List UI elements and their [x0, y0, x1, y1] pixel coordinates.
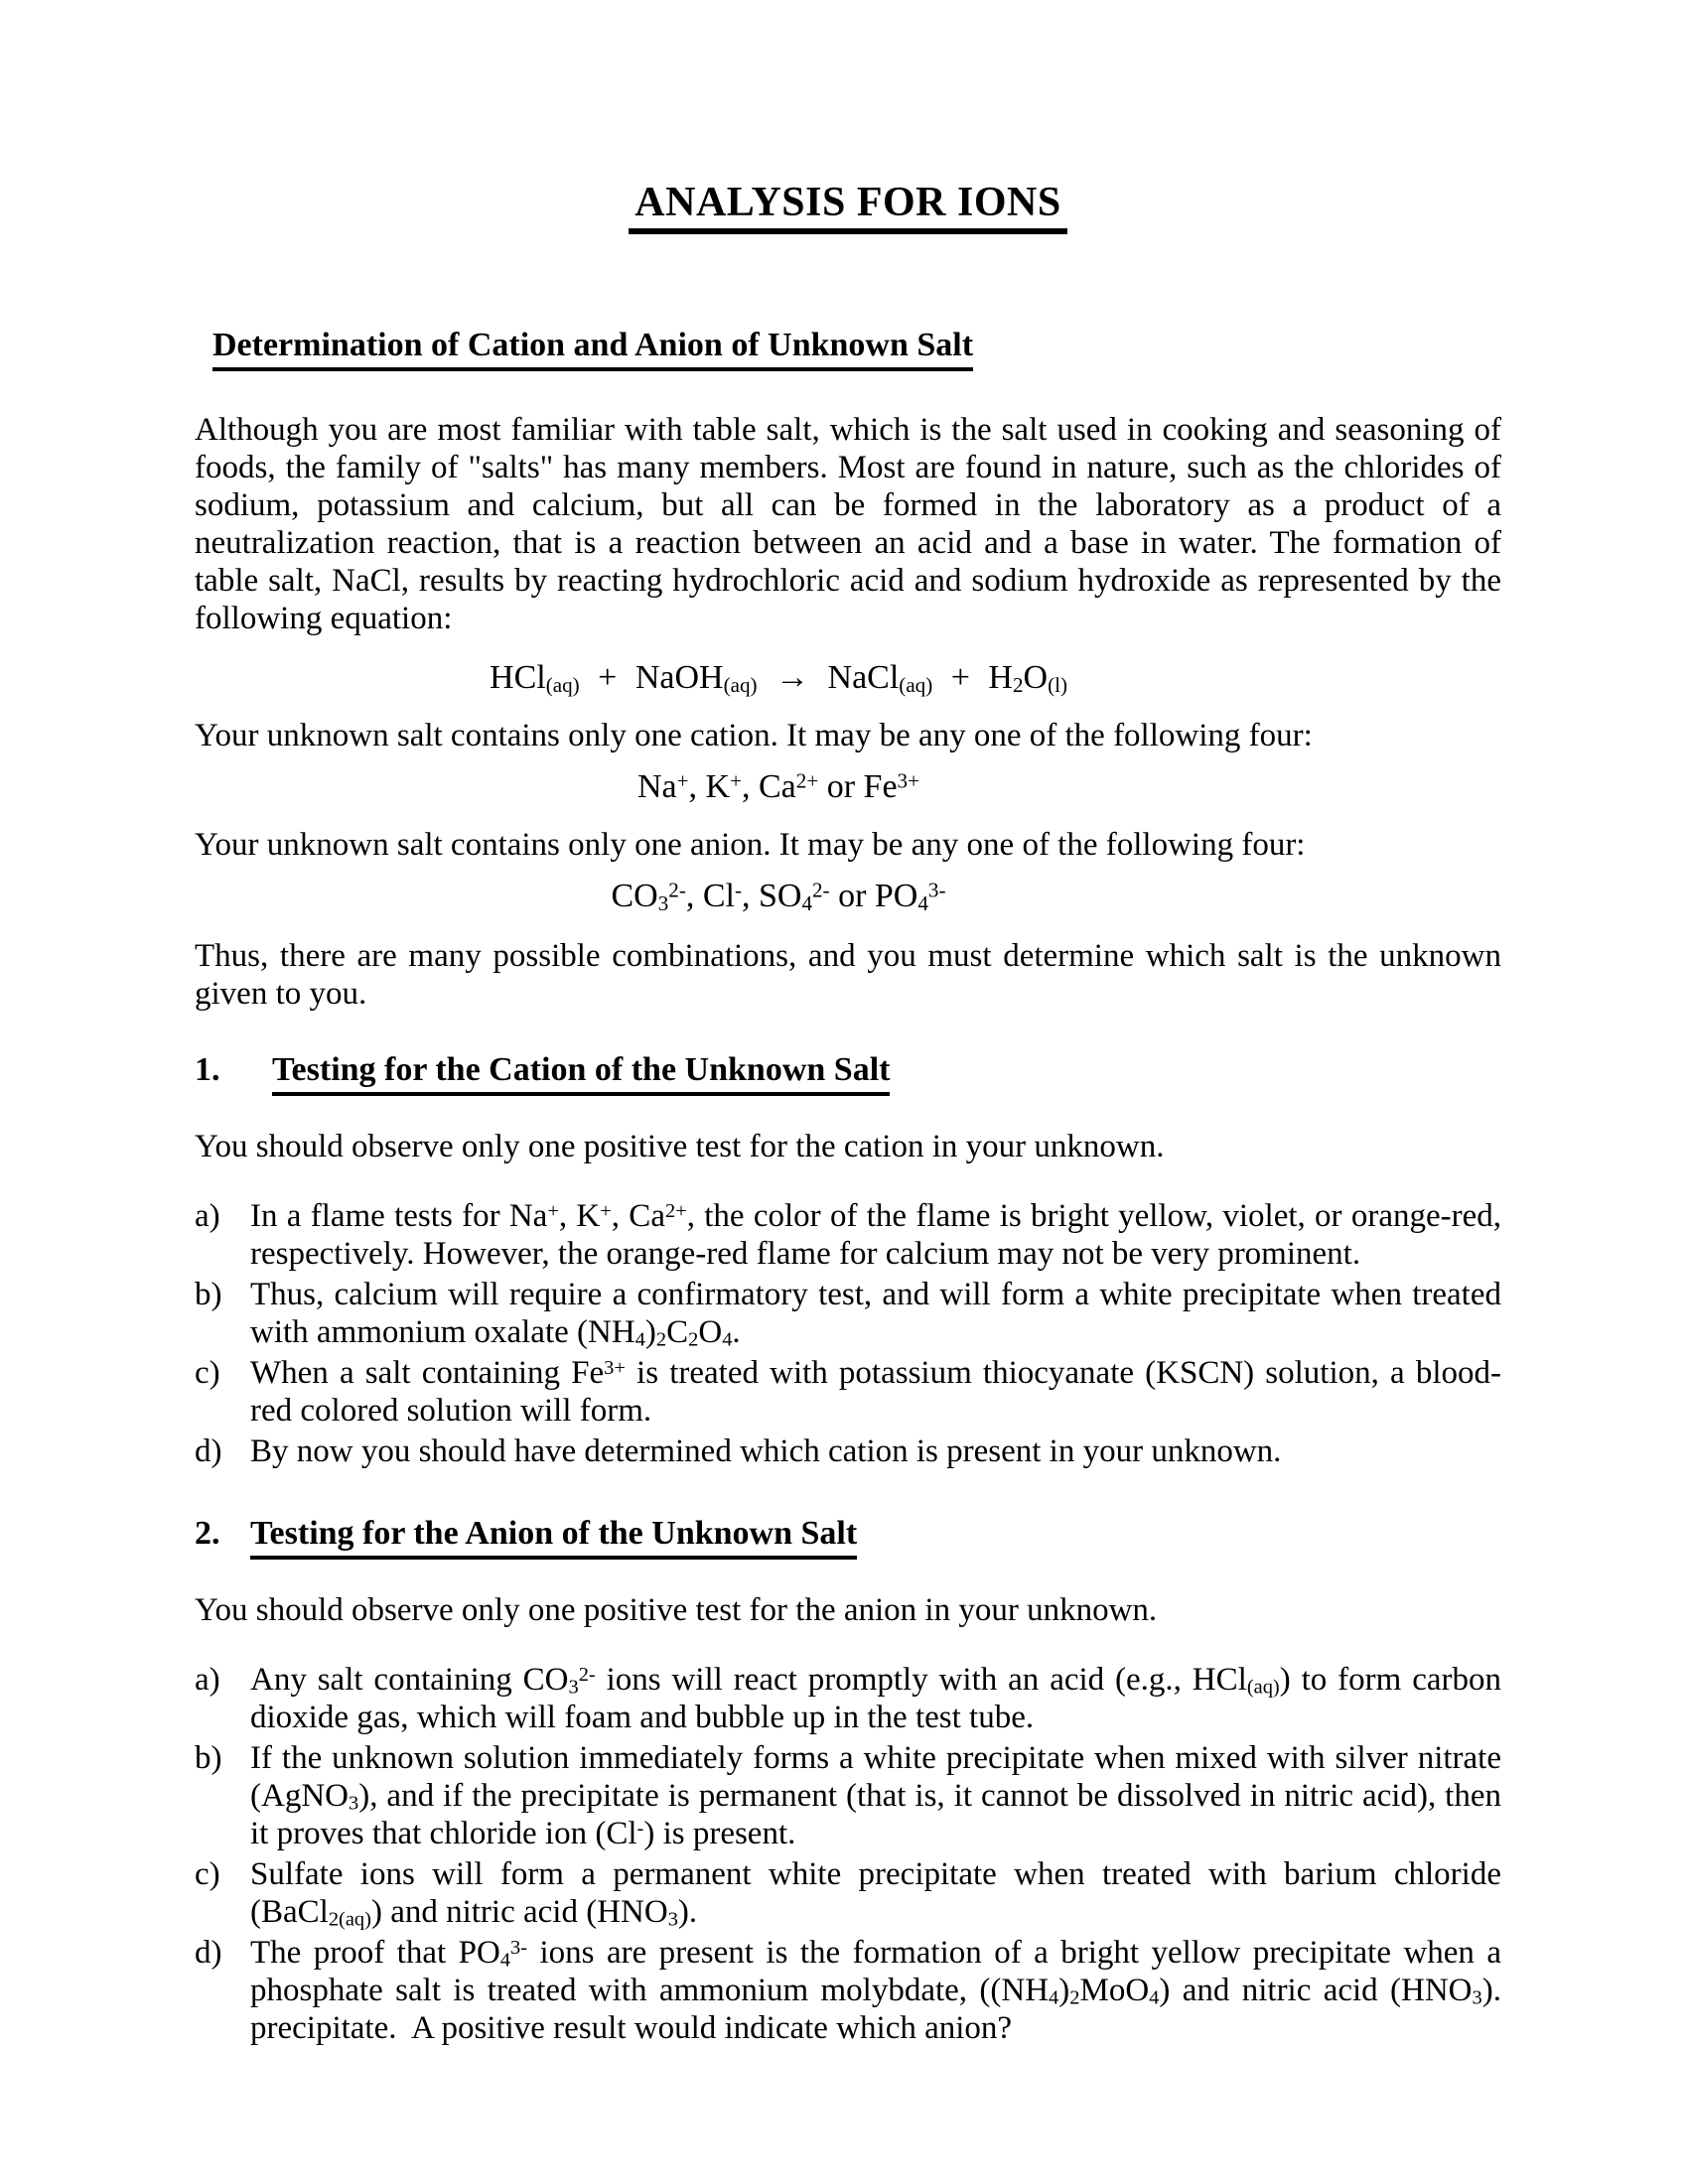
item-label: d) [195, 1433, 222, 1469]
list-item [195, 1855, 1501, 1931]
document-subtitle: Determination of Cation and Anion of Unknown Salt [212, 326, 973, 371]
section-2-number: 2. [195, 1515, 220, 1552]
list-item [195, 1934, 1501, 2047]
list-item [195, 1276, 1501, 1351]
item-label: c) [195, 1856, 220, 1892]
item-text: If the unknown solution immediately forms a white precipitate when mixed with silver nitrate (AgNO$_3$), and if the precipitate is permanent (that is, it cannot be dissolved in nitric acid), then it proves that chloride ion (Cl-) is present. [250, 1740, 1501, 1851]
item-text: When a salt containing $Fe^{3+}$ is treated with potassium thiocyanate (KSCN) solution, a blood-red colored solution will form. [250, 1355, 1501, 1429]
anion-ion-list: $CO_3^{2-}$, Cl-, $SO_4^{2-}$ or $PO_4^{3-}$ [611, 878, 946, 915]
item-label: a) [195, 1198, 220, 1234]
list-item [195, 1661, 1501, 1736]
cation-intro-line: Your unknown salt contains only one cation. It may be any one of the following four: [195, 718, 1313, 753]
combinations-paragraph: Thus, there are many possible combinations, and you must determine which salt is the unknown given to you. [195, 938, 1501, 1012]
section-2-list [195, 1661, 1501, 2047]
item-label: a) [195, 1662, 220, 1698]
list-item [195, 1739, 1501, 1852]
item-label: b) [195, 1277, 222, 1312]
section-1-number: 1. [195, 1051, 220, 1088]
item-text: Any salt containing $CO_3^{2-}$ ions will react promptly with an acid (e.g., HCl$_{(aq)}$) to form carbon dioxide gas, which will foam and bubble up in the test tube. [250, 1662, 1501, 1735]
intro-paragraph: Although you are most familiar with table salt, which is the salt used in cooking and seasoning of foods, the family of "salts" has many members. Most are found in nature, such as the chlorides of sodium, potassium and calcium, but all can be formed in the laboratory as a product of a neutralization reaction, that is a reaction between an acid and a base in water. The formation of table salt, NaCl, results by reacting hydrochloric acid and sodium hydroxide as represented by the following equation: [195, 412, 1501, 636]
section-2-lead: You should observe only one positive test for the anion in your unknown. [195, 1592, 1158, 1628]
item-label: c) [195, 1355, 220, 1391]
neutralization-equation: HCl$_{(aq)}$ + NaOH$_{(aq)}$ → NaCl$_{(aq)}$ + $H_2O_{(l)}$ [490, 659, 1067, 697]
subtitle-row [212, 326, 1501, 371]
item-label: d) [195, 1935, 222, 1971]
section-1-heading [195, 1050, 1501, 1096]
item-label: b) [195, 1740, 222, 1776]
list-item [195, 1354, 1501, 1430]
item-text: Thus, calcium will require a confirmatory test, and will form a white precipitate when treated with ammonium oxalate $(NH_4)_2C_2O_4$. [250, 1277, 1501, 1351]
item-text: The proof that $PO_4^{3-}$ ions are present is the formation of a bright yellow precipitate when a phosphate salt is treated with ammonium molybdate, $((NH_4)_2MoO_4)$ and nitric acid $(HNO_3)$. precipitate. A positive result would indicate which anion? [250, 1935, 1502, 2046]
cation-ion-list: Na+, K+, $Ca^{2+}$ or $Fe^{3+}$ [637, 768, 919, 805]
item-text: Sulfate ions will form a permanent white precipitate when treated with barium chloride (BaCl$_{2(aq)}$) and nitric acid $(HNO_3)$. [250, 1856, 1501, 1931]
title-row [195, 179, 1501, 234]
anion-intro-line: Your unknown salt contains only one anion. It may be any one of the following four: [195, 827, 1306, 863]
section-1-lead: You should observe only one positive test for the cation in your unknown. [195, 1129, 1165, 1164]
item-text: By now you should have determined which cation is present in your unknown. [250, 1433, 1282, 1469]
list-item [195, 1433, 1501, 1470]
page-title: ANALYSIS FOR IONS [629, 179, 1066, 234]
section-1-list [195, 1197, 1501, 1470]
section-2-heading [195, 1514, 1501, 1560]
section-2-title: Testing for the Anion of the Unknown Salt [250, 1514, 857, 1560]
list-item [195, 1197, 1501, 1273]
item-text: In a flame tests for Na+, K+, $Ca^{2+}$, the color of the flame is bright yellow, violet, or orange-red, respectively. However, the orange-red flame for calcium may not be very prominent. [250, 1198, 1501, 1272]
section-1-title: Testing for the Cation of the Unknown Salt [272, 1050, 890, 1096]
